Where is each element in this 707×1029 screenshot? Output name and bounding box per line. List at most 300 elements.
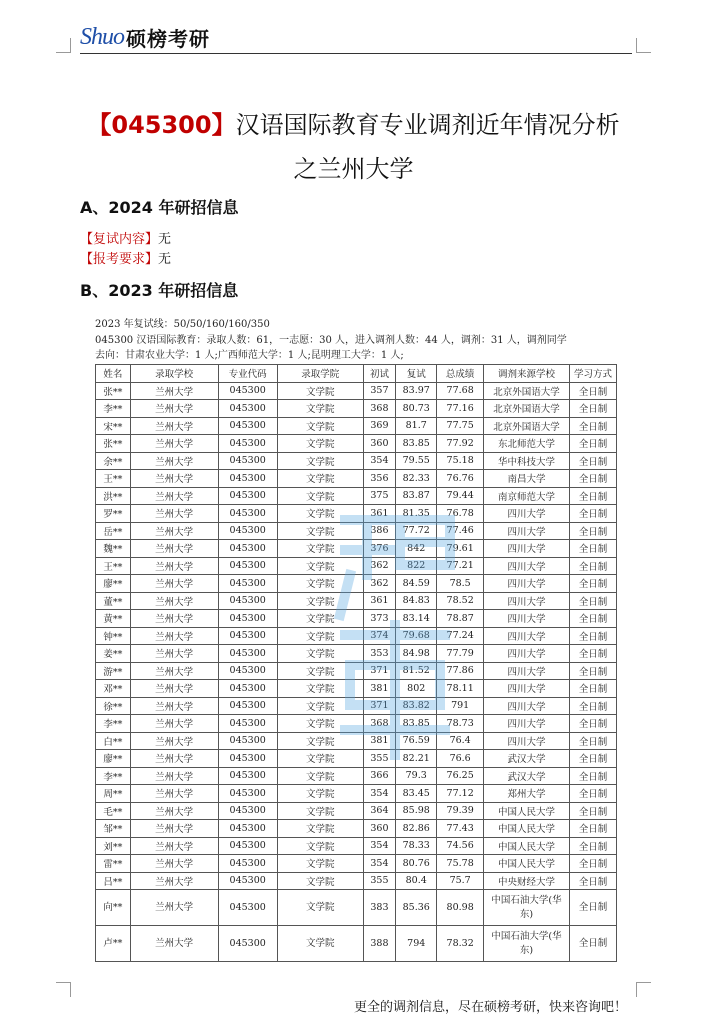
table-cell: 四川大学 (484, 592, 570, 610)
table-cell: 045300 (218, 872, 277, 890)
header-rule (80, 53, 632, 54)
table-cell: 中央财经大学 (484, 872, 570, 890)
table-cell: 北京外国语大学 (484, 417, 570, 435)
table-row (96, 382, 617, 400)
table-cell: 邓** (96, 680, 131, 698)
table-cell: 045300 (218, 645, 277, 663)
table-cell: 045300 (218, 750, 277, 768)
table-cell: 84.59 (396, 575, 437, 593)
table-cell: 张** (96, 382, 131, 400)
retest-content-value: 无 (158, 232, 172, 247)
logo-mark: Shuo (80, 23, 124, 50)
table-cell: 362 (363, 575, 396, 593)
table-cell: 兰州大学 (130, 435, 218, 453)
table-cell: 兰州大学 (130, 802, 218, 820)
table-cell: 吕** (96, 872, 131, 890)
table-cell: 77.72 (396, 522, 437, 540)
table-cell: 371 (363, 662, 396, 680)
table-cell: 南京师范大学 (484, 487, 570, 505)
logo (80, 22, 210, 52)
table-row (96, 837, 617, 855)
table-cell: 兰州大学 (130, 872, 218, 890)
table-row (96, 767, 617, 785)
table-cell: 75.7 (437, 872, 484, 890)
table-row (96, 470, 617, 488)
column-header: 专业代码 (218, 365, 277, 383)
table-cell: 四川大学 (484, 715, 570, 733)
table-cell: 77.24 (437, 627, 484, 645)
table-row (96, 855, 617, 873)
table-cell: 374 (363, 627, 396, 645)
table-cell: 兰州大学 (130, 557, 218, 575)
table-row (96, 487, 617, 505)
table-cell: 廖** (96, 575, 131, 593)
table-cell: 文学院 (277, 785, 363, 803)
table-cell: 王** (96, 557, 131, 575)
table-cell: 全日制 (569, 855, 616, 873)
table-cell: 79.3 (396, 767, 437, 785)
table-cell: 廖** (96, 750, 131, 768)
table-cell: 全日制 (569, 452, 616, 470)
table-cell: 全日制 (569, 522, 616, 540)
table-cell: 361 (363, 505, 396, 523)
table-cell: 371 (363, 697, 396, 715)
table-cell: 77.92 (437, 435, 484, 453)
table-cell: 80.73 (396, 400, 437, 418)
table-cell: 全日制 (569, 470, 616, 488)
table-cell: 045300 (218, 505, 277, 523)
table-cell: 76.59 (396, 732, 437, 750)
table-cell: 74.56 (437, 837, 484, 855)
table-cell: 兰州大学 (130, 732, 218, 750)
table-cell: 842 (396, 540, 437, 558)
table-cell: 兰州大学 (130, 926, 218, 962)
table-cell: 045300 (218, 890, 277, 926)
table-cell: 81.52 (396, 662, 437, 680)
table-row (96, 417, 617, 435)
table-cell: 802 (396, 680, 437, 698)
table-cell: 361 (363, 592, 396, 610)
table-cell: 李** (96, 400, 131, 418)
table-cell: 364 (363, 802, 396, 820)
table-cell: 姜** (96, 645, 131, 663)
table-cell: 045300 (218, 540, 277, 558)
table-cell: 游** (96, 662, 131, 680)
table-cell: 全日制 (569, 540, 616, 558)
table-cell: 白** (96, 732, 131, 750)
table-cell: 文学院 (277, 662, 363, 680)
column-header: 学习方式 (569, 365, 616, 383)
table-cell: 华中科技大学 (484, 452, 570, 470)
table-cell: 388 (363, 926, 396, 962)
table-cell: 369 (363, 417, 396, 435)
table-cell: 045300 (218, 802, 277, 820)
table-cell: 83.82 (396, 697, 437, 715)
table-cell: 全日制 (569, 505, 616, 523)
table-cell: 文学院 (277, 855, 363, 873)
table-cell: 中国人民大学 (484, 802, 570, 820)
table-cell: 全日制 (569, 557, 616, 575)
table-cell: 文学院 (277, 505, 363, 523)
table-cell: 兰州大学 (130, 680, 218, 698)
table-cell: 78.11 (437, 680, 484, 698)
column-header: 初试 (363, 365, 396, 383)
table-cell: 文学院 (277, 575, 363, 593)
table-cell: 794 (396, 926, 437, 962)
table-cell: 全日制 (569, 645, 616, 663)
table-cell: 兰州大学 (130, 662, 218, 680)
table-cell: 366 (363, 767, 396, 785)
table-cell: 全日制 (569, 732, 616, 750)
table-cell: 向** (96, 890, 131, 926)
section-a-heading: A、2024 年研招信息 (80, 198, 239, 217)
table-cell: 兰州大学 (130, 715, 218, 733)
table-cell: 全日制 (569, 680, 616, 698)
table-cell: 兰州大学 (130, 767, 218, 785)
table-cell: 80.76 (396, 855, 437, 873)
table-cell: 77.79 (437, 645, 484, 663)
table-cell: 李** (96, 715, 131, 733)
corner-mark (56, 38, 71, 53)
table-cell: 文学院 (277, 522, 363, 540)
table-cell: 文学院 (277, 417, 363, 435)
table-cell: 045300 (218, 522, 277, 540)
table-cell: 兰州大学 (130, 400, 218, 418)
table-cell: 文学院 (277, 802, 363, 820)
table-cell: 全日制 (569, 662, 616, 680)
table-cell: 全日制 (569, 750, 616, 768)
table-cell: 文学院 (277, 926, 363, 962)
table-cell: 045300 (218, 926, 277, 962)
table-cell: 北京外国语大学 (484, 382, 570, 400)
table-cell: 80.4 (396, 872, 437, 890)
table-cell: 岳** (96, 522, 131, 540)
table-cell: 钟** (96, 627, 131, 645)
table-cell: 85.98 (396, 802, 437, 820)
table-cell: 045300 (218, 435, 277, 453)
table-cell: 045300 (218, 680, 277, 698)
table-cell: 77.75 (437, 417, 484, 435)
table-cell: 全日制 (569, 575, 616, 593)
table-cell: 82.86 (396, 820, 437, 838)
table-cell: 360 (363, 435, 396, 453)
table-cell: 文学院 (277, 732, 363, 750)
table-cell: 355 (363, 872, 396, 890)
table-cell: 兰州大学 (130, 382, 218, 400)
table-cell: 兰州大学 (130, 452, 218, 470)
table-cell: 四川大学 (484, 697, 570, 715)
table-cell: 045300 (218, 610, 277, 628)
table-cell: 四川大学 (484, 522, 570, 540)
table-cell: 武汉大学 (484, 767, 570, 785)
table-cell: 045300 (218, 417, 277, 435)
table-cell: 四川大学 (484, 575, 570, 593)
table-cell: 79.39 (437, 802, 484, 820)
table-cell: 兰州大学 (130, 697, 218, 715)
table-cell: 文学院 (277, 890, 363, 926)
table-cell: 四川大学 (484, 732, 570, 750)
table-cell: 兰州大学 (130, 855, 218, 873)
table-cell: 毛** (96, 802, 131, 820)
table-cell: 魏** (96, 540, 131, 558)
table-cell: 355 (363, 750, 396, 768)
table-cell: 中国石油大学(华东) (484, 926, 570, 962)
table-cell: 全日制 (569, 400, 616, 418)
table-cell: 张** (96, 435, 131, 453)
table-cell: 文学院 (277, 820, 363, 838)
table-cell: 文学院 (277, 382, 363, 400)
table-cell: 四川大学 (484, 505, 570, 523)
table-row (96, 890, 617, 926)
table-cell: 368 (363, 400, 396, 418)
table-cell: 84.98 (396, 645, 437, 663)
table-cell: 周** (96, 785, 131, 803)
table-cell: 兰州大学 (130, 575, 218, 593)
column-header: 复试 (396, 365, 437, 383)
table-cell: 045300 (218, 452, 277, 470)
table-cell: 045300 (218, 592, 277, 610)
table-cell: 81.7 (396, 417, 437, 435)
table-cell: 83.97 (396, 382, 437, 400)
table-cell: 全日制 (569, 610, 616, 628)
table-cell: 83.85 (396, 715, 437, 733)
table-cell: 兰州大学 (130, 610, 218, 628)
table-cell: 文学院 (277, 715, 363, 733)
table-cell: 兰州大学 (130, 785, 218, 803)
table-cell: 045300 (218, 382, 277, 400)
table-cell: 文学院 (277, 697, 363, 715)
page-title (60, 103, 647, 191)
table-cell: 全日制 (569, 890, 616, 926)
table-cell: 045300 (218, 697, 277, 715)
table-cell: 77.46 (437, 522, 484, 540)
table-cell: 79.55 (396, 452, 437, 470)
footer-slogan: 更全的调剂信息，尽在硕榜考研，快来咨询吧！ (353, 1000, 627, 1015)
table-cell: 兰州大学 (130, 592, 218, 610)
table-cell: 兰州大学 (130, 750, 218, 768)
table-cell: 76.4 (437, 732, 484, 750)
table-cell: 79.44 (437, 487, 484, 505)
table-cell: 全日制 (569, 715, 616, 733)
table-cell: 77.21 (437, 557, 484, 575)
table-cell: 83.85 (396, 435, 437, 453)
column-header: 总成绩 (437, 365, 484, 383)
table-cell: 045300 (218, 715, 277, 733)
table-cell: 黄** (96, 610, 131, 628)
table-cell: 77.86 (437, 662, 484, 680)
table-cell: 354 (363, 452, 396, 470)
retest-content-row (80, 228, 171, 247)
table-cell: 文学院 (277, 400, 363, 418)
table-cell: 045300 (218, 400, 277, 418)
table-cell: 77.43 (437, 820, 484, 838)
table-cell: 罗** (96, 505, 131, 523)
table-cell: 兰州大学 (130, 522, 218, 540)
table-cell: 刘** (96, 837, 131, 855)
table-row (96, 785, 617, 803)
table-cell: 78.32 (437, 926, 484, 962)
table-cell: 李** (96, 767, 131, 785)
table-cell: 文学院 (277, 645, 363, 663)
table-cell: 83.14 (396, 610, 437, 628)
admission-info (95, 317, 623, 364)
table-cell: 357 (363, 382, 396, 400)
table-cell: 75.78 (437, 855, 484, 873)
table-cell: 全日制 (569, 417, 616, 435)
table-cell: 文学院 (277, 750, 363, 768)
table-cell: 373 (363, 610, 396, 628)
table-cell: 822 (396, 557, 437, 575)
table-cell: 中国人民大学 (484, 837, 570, 855)
table-cell: 文学院 (277, 452, 363, 470)
table-cell: 354 (363, 837, 396, 855)
table-cell: 四川大学 (484, 662, 570, 680)
corner-mark (56, 982, 71, 997)
table-row (96, 435, 617, 453)
table-cell: 80.98 (437, 890, 484, 926)
table-cell: 徐** (96, 697, 131, 715)
table-cell: 文学院 (277, 610, 363, 628)
table-cell: 文学院 (277, 435, 363, 453)
table-cell: 兰州大学 (130, 837, 218, 855)
table-cell: 354 (363, 785, 396, 803)
title-line2: 之兰州大学 (293, 155, 414, 183)
table-row (96, 452, 617, 470)
apply-requirement-row (80, 248, 171, 267)
table-cell: 381 (363, 732, 396, 750)
info-line: 去向：甘肃农业大学：1 人;广西师范大学：1 人;昆明理工大学：1 人; (95, 350, 404, 361)
table-cell: 兰州大学 (130, 540, 218, 558)
table-cell: 南昌大学 (484, 470, 570, 488)
table-cell: 78.87 (437, 610, 484, 628)
table-cell: 77.16 (437, 400, 484, 418)
table-cell: 王** (96, 470, 131, 488)
table-cell: 武汉大学 (484, 750, 570, 768)
table-cell: 北京外国语大学 (484, 400, 570, 418)
major-code: 【045300】 (87, 111, 236, 139)
table-cell: 356 (363, 470, 396, 488)
corner-mark (636, 982, 651, 997)
table-cell: 文学院 (277, 837, 363, 855)
table-cell: 76.6 (437, 750, 484, 768)
info-line: 045300 汉语国际教育：录取人数：61，一志愿：30 人，进入调剂人数：44 人，调剂：31 人，调剂同学 (95, 334, 567, 346)
table-cell: 045300 (218, 767, 277, 785)
table-cell: 文学院 (277, 470, 363, 488)
table-cell: 77.68 (437, 382, 484, 400)
corner-mark (636, 38, 651, 53)
table-row (96, 802, 617, 820)
table-cell: 383 (363, 890, 396, 926)
watermark-logo (330, 505, 460, 765)
table-cell: 77.12 (437, 785, 484, 803)
table-row (96, 872, 617, 890)
table-header-row (96, 365, 617, 383)
table-cell: 79.68 (396, 627, 437, 645)
table-cell: 四川大学 (484, 610, 570, 628)
table-cell: 045300 (218, 820, 277, 838)
column-header: 调剂来源学校 (484, 365, 570, 383)
table-cell: 中国石油大学(华东) (484, 890, 570, 926)
table-cell: 045300 (218, 732, 277, 750)
table-cell: 兰州大学 (130, 627, 218, 645)
table-cell: 全日制 (569, 872, 616, 890)
table-cell: 76.78 (437, 505, 484, 523)
table-cell: 375 (363, 487, 396, 505)
table-cell: 全日制 (569, 926, 616, 962)
table-cell: 76.25 (437, 767, 484, 785)
table-cell: 兰州大学 (130, 645, 218, 663)
table-cell: 045300 (218, 785, 277, 803)
table-cell: 全日制 (569, 435, 616, 453)
logo-text: 硕榜考研 (126, 26, 210, 51)
table-cell: 文学院 (277, 487, 363, 505)
table-cell: 78.73 (437, 715, 484, 733)
table-cell: 郑州大学 (484, 785, 570, 803)
table-cell: 376 (363, 540, 396, 558)
table-cell: 文学院 (277, 767, 363, 785)
table-cell: 四川大学 (484, 627, 570, 645)
table-cell: 045300 (218, 557, 277, 575)
apply-requirement-value: 无 (158, 252, 172, 267)
table-cell: 83.87 (396, 487, 437, 505)
table-cell: 84.83 (396, 592, 437, 610)
table-cell: 文学院 (277, 557, 363, 575)
table-cell: 79.61 (437, 540, 484, 558)
table-cell: 四川大学 (484, 680, 570, 698)
table-cell: 全日制 (569, 487, 616, 505)
table-cell: 全日制 (569, 697, 616, 715)
table-cell: 354 (363, 855, 396, 873)
table-cell: 董** (96, 592, 131, 610)
table-cell: 全日制 (569, 592, 616, 610)
table-cell: 全日制 (569, 627, 616, 645)
table-cell: 82.33 (396, 470, 437, 488)
table-cell: 78.5 (437, 575, 484, 593)
table-cell: 文学院 (277, 540, 363, 558)
table-cell: 兰州大学 (130, 820, 218, 838)
table-cell: 文学院 (277, 872, 363, 890)
table-cell: 兰州大学 (130, 890, 218, 926)
table-cell: 045300 (218, 662, 277, 680)
table-cell: 宋** (96, 417, 131, 435)
table-cell: 中国人民大学 (484, 855, 570, 873)
table-cell: 雷** (96, 855, 131, 873)
table-cell: 78.52 (437, 592, 484, 610)
table-cell: 045300 (218, 837, 277, 855)
table-cell: 兰州大学 (130, 417, 218, 435)
table-cell: 兰州大学 (130, 505, 218, 523)
table-cell: 76.76 (437, 470, 484, 488)
table-cell: 全日制 (569, 802, 616, 820)
column-header: 录取学院 (277, 365, 363, 383)
table-cell: 045300 (218, 575, 277, 593)
table-cell: 兰州大学 (130, 470, 218, 488)
table-cell: 洪** (96, 487, 131, 505)
table-cell: 文学院 (277, 592, 363, 610)
table-cell: 全日制 (569, 837, 616, 855)
table-cell: 82.21 (396, 750, 437, 768)
info-line: 2023 年复试线：50/50/160/160/350 (95, 319, 270, 330)
table-cell: 368 (363, 715, 396, 733)
table-cell: 81.35 (396, 505, 437, 523)
table-cell: 四川大学 (484, 557, 570, 575)
table-cell: 邹** (96, 820, 131, 838)
column-header: 录取学校 (130, 365, 218, 383)
column-header: 姓名 (96, 365, 131, 383)
table-cell: 全日制 (569, 382, 616, 400)
table-cell: 东北师范大学 (484, 435, 570, 453)
table-cell: 83.45 (396, 785, 437, 803)
